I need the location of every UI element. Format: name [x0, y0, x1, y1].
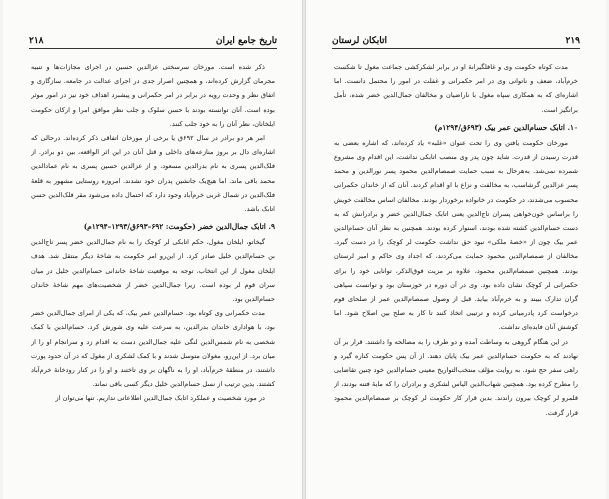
right-running-title: اتابکان لرستان	[332, 36, 388, 46]
paragraph: در مورد شخصیت و عملکرد اتابک جمال‌الدین اطلاعاتی نداریم. تنها می‌توان از	[55, 394, 265, 403]
section-heading: ۹. اتابک جمال‌الدین خضر (حکومت: ۶۹۲–۶۹۳ق/۱۲۹۳–۱۲۹۴م)	[83, 222, 275, 232]
left-page-body	[31, 60, 275, 487]
paragraph: گیخاتو، ایلخان مغول، حکم اتابکی لر کوچک را به نام جمال‌الدین خضر پسر تاج‌الدین بن حسام‌الدین خلیل صادر کرد. از این‌رو امر حکومت به شاخهٔ دیگر منتقل شد. هدف ایلخان مغول از این انتخاب، توجه به موقعیت شاخهٔ خاندانی حسام‌الدین خلیل در میان سران قوم لر بوده است. زیرا جمال‌الدین خضر از شخصیت‌های مهم شاخهٔ خاندان حسام‌الدین بود.	[31, 238, 275, 304]
left-page	[3, 0, 303, 499]
right-page-body	[334, 60, 578, 487]
paragraph: در این هنگام گروهی به وساطت آمده و دو طرف را به مصالحه وا داشتند. قرار بر آن نهادند که به حکومت حسام‌الدین عمر بیک پایان دهند. از آن پس حکومت کناره گیرد و راهی سفر حج شود. به روایت مؤلف منتخب‌التواریخ معینی حسام‌الدین خود چنین تقاضایی را مطرح کرده بود. همچنین شهاب‌الدین الیاس لشکری و برادران را که مایهٔ فتنه بودند، از قلمرو لر کوچک بیرون راندند. بدین قرار کار حکومت لر کوچک بر صمصام‌الدین محمود قرار گرفت.	[334, 337, 578, 417]
paragraph: امر هر دو برادر در سال ۶۹۲ق یا برخی از مورخان اتفاقی ذکر کرده‌اند. درحالی که اشاره‌ای دال بر بروز منازعه‌های داخلی و قتل آنان در این اثر الواقعه، بین دو برادر. از فلک‌الدین پسری به نام بدرالدین مسعود، و از عزالدین حسین پسری به نام عمادالدین محمد باقی ماند. اما هیچ‌یک جانشین پدران خود نشدند. امروزه روستایی مشهور به قلعهٔ فلک‌الدین در شمال غربی خرم‌آباد وجود دارد که احتمال داده می‌شود مقر فلک‌الدین حسن اتابک باشد.	[31, 134, 275, 214]
left-page-header	[29, 36, 277, 49]
right-page-header	[332, 36, 580, 49]
left-page-number: ۲۱۸	[29, 36, 44, 46]
paragraph: مدت کوتاه حکومت وی و غافلگیرانهٔ او در برابر لشکرکشی جماعت مغول تا شکست خرم‌آباد، ضعف و ناتوانی وی در امر حکمرانی و غفلت در امور را محتمل دانست. اما اشاره‌ای که به همکاری سپاه مغول با ناراضیان و مخالفان جمال‌الدین خضر شده، تأمل برانگیز است.	[334, 63, 578, 114]
section-heading: ۱۰. اتابک حسام‌الدین عمر بیک (۶۹۳ق/۱۲۹۴م)	[434, 122, 578, 132]
right-page-number: ۲۱۹	[565, 36, 580, 46]
paragraph: ذکر شده است. مورخان سرسختی عزالدین حسین در اجرای مجازات‌ها و تنبیه مجرمان گزارش کرده‌اند، و همچنین اصرار جدی در اجرای عدالت در جامعه. سازگاری و اتفاق نظر و وحدت رویه در برابر در امر حکمرانی و پیشبرد اهداف خود نیز در امور موثر بوده است. آنان توانسته بودند با حسن سلوک و جلب نظر موافق امرا و ارکان حکومت ایلخانان، نظر آنان را به خود جلب کنند.	[31, 63, 275, 128]
right-page	[306, 0, 606, 499]
left-running-title: تاریخ جامع ایران	[215, 36, 277, 46]
paragraph: مورخان حکومت یافتن وی را تحت عنوان «غلبه» یاد کرده‌اند، که اشاره بعضی به قدرت رسیدن از قدرت. شاید چون پدر وی منصب اتابکی نداشت، این اقدام وی مشروع شمرده نمی‌شد. به‌هرحال به سبب حمایت صمصام‌الدین محمود پسر نورالدین و محمد پسر عزالدین گرشاسب، به مخالفت و نزاع با او اقدام کردند. آنان که از خاندان حکمرانی محسوب می‌شدند، در حکومت در خانواده برخوردار بودند. مخالفان اساس مخالفت خویش را براساس خون‌خواهی پسران تاج‌الدین یعنی اتابک جمال‌الدین خضر و برادرانش که به دست حسام‌الدین کشته شده بودند، استوار کرده بودند. همچنین به نظر آنان حسام‌الدین عمر بیک چون از «خصهٔ ملکی» نبود حق نداشت حکومت لر کوچک را در دست گیرد. مخالفان از صمصام‌الدین محمود حمایت می‌کردند، که اجداد وی حاکم و امیر لرستان بودند. همچنین صمصام‌الدین محمود، علاوه بر مزیت فوق‌الذکر، توانایی خود را برای حکمرانی لر کوچک نشان داده بود. وی در آن دوره در خوزستان بود و توانست سپاهی گران تدارک ببیند و به خرم‌آباد بیاید. قبل از وصول صمصام‌الدین عمر از صلحای قوم درخواست کرد پادرمیانی کرده و ترتیبی اتخاذ کنند تا کار به صلح بین اصلاح شود. اما کوشش آنان فایده‌ای نداشت.	[334, 138, 578, 332]
paragraph: مدت حکمرانی وی کوتاه بود. حسام‌الدین عمر بیک، که یکی از امرای جمال‌الدین خضر بود، با هواداری خاندان بدرالدین، به سرعت علیه وی شورش کرد. حسام‌الدین با کمک شخصی به نام شمس‌الدین لنگی علیه جمال‌الدین دست به اقدام زد و سرانجام او را از میان برد. از این‌رو، مغولان متوسل شدند و با کمک لشکری از مغول که در آن حدود پورت داشتند، در منطقهٔ خرم‌آباد، او را به ناگهان بر وی تاختند و او را در کنار رودخانهٔ خرم‌آباد کشتند. بدین ترتیب از نسل حسام‌الدین خلیل دیگر کسی باقی نماند.	[31, 309, 275, 389]
